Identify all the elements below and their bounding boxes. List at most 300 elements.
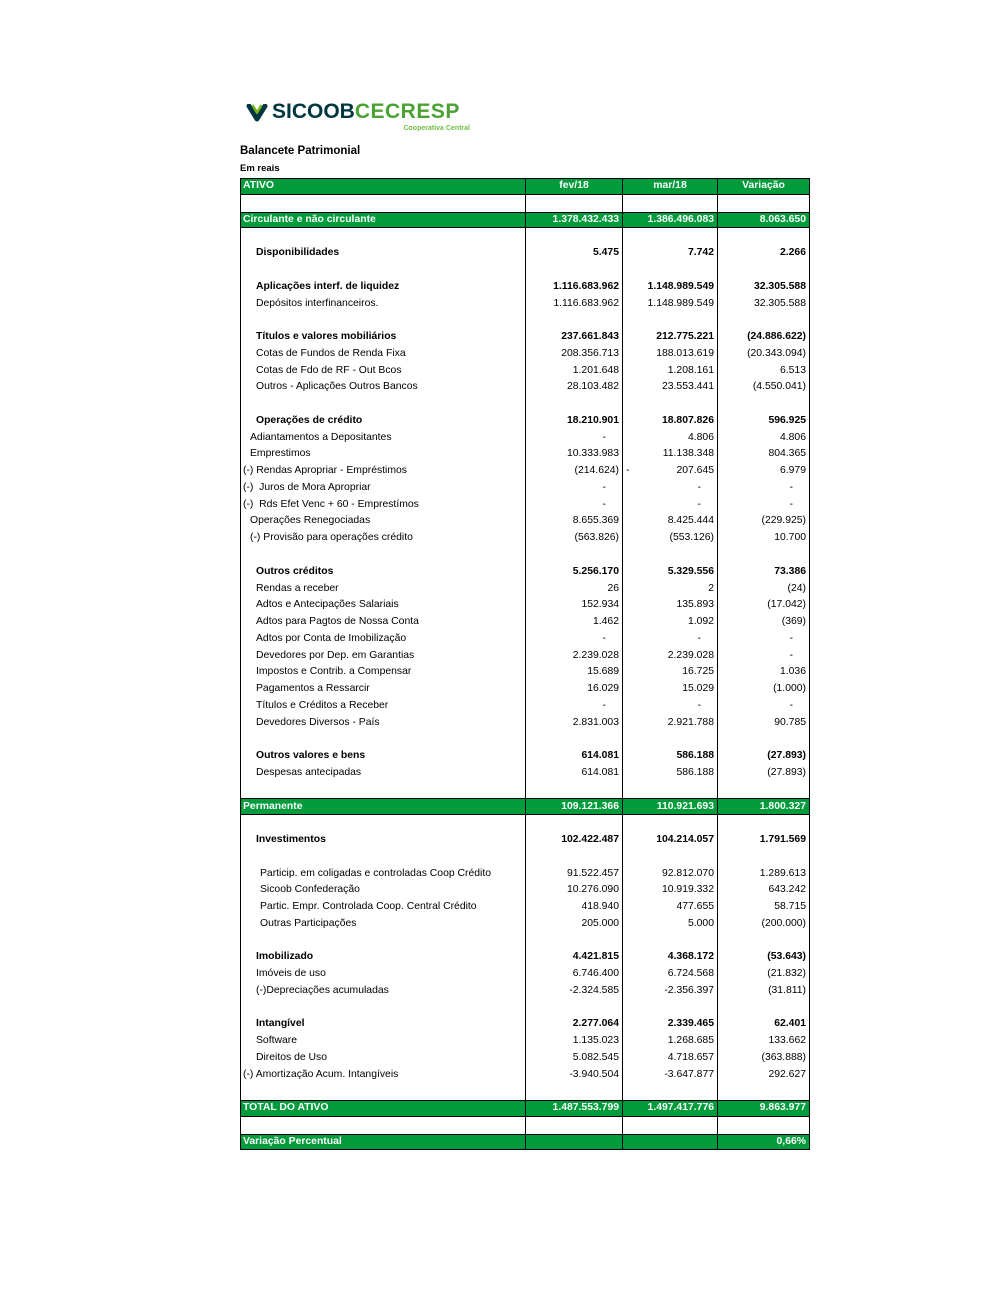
- cell-variacao: (200.000): [718, 916, 810, 933]
- row-label-cell: Depósitos interfinanceiros.: [240, 295, 526, 312]
- row-label-cell: [240, 1000, 526, 1017]
- table-row: [240, 279, 810, 296]
- cell-fev18: 5.256.170: [526, 564, 623, 581]
- cell-mar18: 104.214.057: [623, 832, 718, 849]
- table-row: [240, 1134, 810, 1151]
- cell-mar18: [623, 932, 718, 949]
- cell-mar18: -: [623, 497, 718, 514]
- cell-fev18: [526, 849, 623, 866]
- cell-variacao: [718, 228, 810, 245]
- cell-variacao: [718, 262, 810, 279]
- cell-fev18: 1.116.683.962: [526, 279, 623, 296]
- cell-variacao: -: [718, 647, 810, 664]
- table-row: [240, 446, 810, 463]
- row-label-cell: Títulos e Créditos a Receber: [240, 698, 526, 715]
- table-row: [240, 748, 810, 765]
- cell-mar18: -: [623, 480, 718, 497]
- table-row: [240, 983, 810, 1000]
- page-title: Balancete Patrimonial: [240, 145, 361, 157]
- cell-variacao: [718, 932, 810, 949]
- cell-fev18: [526, 731, 623, 748]
- cell-fev18: (563.826): [526, 530, 623, 547]
- cell-variacao: (27.893): [718, 748, 810, 765]
- cell-fev18: [526, 1134, 623, 1151]
- cell-mar18: [623, 849, 718, 866]
- cell-variacao: 90.785: [718, 715, 810, 732]
- cell-variacao: 133.662: [718, 1033, 810, 1050]
- cell-fev18: 2.239.028: [526, 647, 623, 664]
- row-label-cell: Intangível: [240, 1016, 526, 1033]
- row-label-cell: Variação Percentual: [240, 1134, 526, 1151]
- cell-fev18: 28.103.482: [526, 379, 623, 396]
- cell-mar18: 212.775.221: [623, 329, 718, 346]
- cell-variacao: (24): [718, 580, 810, 597]
- cell-fev18: [526, 396, 623, 413]
- cell-variacao: (21.832): [718, 966, 810, 983]
- row-label-cell: (-) Juros de Mora Apropriar: [240, 480, 526, 497]
- table-row: [240, 832, 810, 849]
- cell-fev18: [526, 312, 623, 329]
- cell-variacao: 10.700: [718, 530, 810, 547]
- cell-variacao: [718, 312, 810, 329]
- table-row: [240, 949, 810, 966]
- spacer-row: [240, 731, 810, 748]
- table-row: [240, 715, 810, 732]
- cell-mar18: [623, 782, 718, 799]
- cell-value: 207.645: [676, 465, 714, 477]
- row-label-cell: Devedores Diversos - País: [240, 715, 526, 732]
- cell-variacao: 9.863.977: [718, 1100, 810, 1117]
- row-label-cell: Software: [240, 1033, 526, 1050]
- row-label-cell: Aplicações interf. de liquidez: [240, 279, 526, 296]
- row-label-cell: Direitos de Uso: [240, 1050, 526, 1067]
- column-header-variacao: Variação: [718, 178, 810, 195]
- cell-mar18: [623, 1000, 718, 1017]
- table-row: [240, 329, 810, 346]
- cell-variacao: 58.715: [718, 899, 810, 916]
- table-row: [240, 1067, 810, 1084]
- table-row: [240, 916, 810, 933]
- row-label-cell: (-) Amortização Acum. Intangíveis: [240, 1067, 526, 1084]
- cell-mar18: -2.356.397: [623, 983, 718, 1000]
- cell-mar18: 1.268.685: [623, 1033, 718, 1050]
- cell-mar18: 4.718.657: [623, 1050, 718, 1067]
- row-label-cell: Emprestimos: [240, 446, 526, 463]
- cell-mar18: 23.553.441: [623, 379, 718, 396]
- cell-mar18: 8.425.444: [623, 513, 718, 530]
- cell-variacao: [718, 849, 810, 866]
- cell-variacao: [718, 547, 810, 564]
- cell-variacao: -: [718, 480, 810, 497]
- cell-mar18: [623, 1083, 718, 1100]
- table-row: [240, 631, 810, 648]
- table-row: [240, 664, 810, 681]
- table-row: [240, 882, 810, 899]
- column-header-fev18: fev/18: [526, 178, 623, 195]
- cell-fev18: 208.356.713: [526, 346, 623, 363]
- row-label-cell: Operações de crédito: [240, 413, 526, 430]
- cell-fev18: 4.421.815: [526, 949, 623, 966]
- cell-fev18: -: [526, 698, 623, 715]
- cell-fev18: -2.324.585: [526, 983, 623, 1000]
- cell-variacao: 8.063.650: [718, 212, 810, 229]
- cell-fev18: 5.475: [526, 245, 623, 262]
- cell-variacao: -: [718, 698, 810, 715]
- row-label-cell: Imóveis de uso: [240, 966, 526, 983]
- cell-variacao: 2.266: [718, 245, 810, 262]
- cell-mar18: 1.386.496.083: [623, 212, 718, 229]
- spacer-row: [240, 1000, 810, 1017]
- cell-fev18: 8.655.369: [526, 513, 623, 530]
- cell-variacao: [718, 815, 810, 832]
- table-header-row: [240, 178, 810, 195]
- cell-variacao: [718, 1117, 810, 1134]
- cell-fev18: [526, 195, 623, 212]
- row-label-cell: [240, 312, 526, 329]
- cell-variacao: [718, 731, 810, 748]
- cell-fev18: [526, 1117, 623, 1134]
- table-row: [240, 1033, 810, 1050]
- cell-fev18: 91.522.457: [526, 865, 623, 882]
- cell-variacao: (4.550.041): [718, 379, 810, 396]
- row-label-cell: Despesas antecipadas: [240, 765, 526, 782]
- row-label-cell: Cotas de Fdo de RF - Out Bcos: [240, 362, 526, 379]
- cell-mar18: 16.725: [623, 664, 718, 681]
- table-row: [240, 379, 810, 396]
- cell-mar18: 7.742: [623, 245, 718, 262]
- cell-fev18: -: [526, 631, 623, 648]
- row-label-cell: [240, 396, 526, 413]
- row-label-cell: (-)Depreciações acumuladas: [240, 983, 526, 1000]
- cell-fev18: [526, 262, 623, 279]
- column-header-mar18: mar/18: [623, 178, 718, 195]
- cell-variacao: 6.513: [718, 362, 810, 379]
- cell-mar18: [623, 1134, 718, 1151]
- table-row: [240, 480, 810, 497]
- cell-mar18: 1.148.989.549: [623, 295, 718, 312]
- row-label-cell: Particip. em coligadas e controladas Coop Crédito: [240, 865, 526, 882]
- table-row: [240, 899, 810, 916]
- cell-variacao: 62.401: [718, 1016, 810, 1033]
- row-label-cell: Partic. Empr. Controlada Coop. Central Crédito: [240, 899, 526, 916]
- cell-fev18: 1.378.432.433: [526, 212, 623, 229]
- cell-variacao: 804.365: [718, 446, 810, 463]
- table-row: [240, 1100, 810, 1117]
- negative-dash: -: [626, 465, 630, 477]
- cell-variacao: (229.925): [718, 513, 810, 530]
- cell-mar18: 18.807.826: [623, 413, 718, 430]
- spacer-row: [240, 262, 810, 279]
- spacer-row: [240, 1117, 810, 1134]
- cell-mar18: 15.029: [623, 681, 718, 698]
- row-label-cell: [240, 815, 526, 832]
- cell-variacao: (369): [718, 614, 810, 631]
- cell-mar18: 477.655: [623, 899, 718, 916]
- row-label-cell: [240, 262, 526, 279]
- cell-variacao: [718, 195, 810, 212]
- row-label-cell: Adiantamentos a Depositantes: [240, 429, 526, 446]
- spacer-row: [240, 195, 810, 212]
- cell-mar18: 2: [623, 580, 718, 597]
- table-row: [240, 1016, 810, 1033]
- cell-fev18: [526, 1000, 623, 1017]
- cell-variacao: -: [718, 631, 810, 648]
- row-label-cell: Outros créditos: [240, 564, 526, 581]
- spacer-row: [240, 782, 810, 799]
- cell-variacao: 32.305.588: [718, 279, 810, 296]
- cell-variacao: 0,66%: [718, 1134, 810, 1151]
- cell-variacao: (1.000): [718, 681, 810, 698]
- cell-mar18: [623, 731, 718, 748]
- table-row: [240, 966, 810, 983]
- cell-variacao: 4.806: [718, 429, 810, 446]
- row-label-cell: Devedores por Dep. em Garantias: [240, 647, 526, 664]
- cell-mar18: 135.893: [623, 597, 718, 614]
- row-label-cell: Disponibilidades: [240, 245, 526, 262]
- cell-mar18: [623, 312, 718, 329]
- row-label-cell: Outros - Aplicações Outros Bancos: [240, 379, 526, 396]
- cell-fev18: 2.277.064: [526, 1016, 623, 1033]
- sicoob-chevron-icon: [246, 104, 268, 122]
- cell-mar18: [623, 463, 718, 480]
- table-row: [240, 463, 810, 480]
- cell-fev18: 237.661.843: [526, 329, 623, 346]
- cell-mar18: 1.497.417.776: [623, 1100, 718, 1117]
- row-label-cell: Circulante e não circulante: [240, 212, 526, 229]
- table-row: [240, 597, 810, 614]
- cell-variacao: (53.643): [718, 949, 810, 966]
- cell-fev18: 614.081: [526, 748, 623, 765]
- cell-mar18: 2.339.465: [623, 1016, 718, 1033]
- cell-variacao: -: [718, 497, 810, 514]
- cell-variacao: 292.627: [718, 1067, 810, 1084]
- cell-variacao: (20.343.094): [718, 346, 810, 363]
- logo-row: [246, 100, 472, 124]
- row-label-cell: Cotas de Fundos de Renda Fixa: [240, 346, 526, 363]
- cell-fev18: (214.624): [526, 463, 623, 480]
- row-label-cell: (-) Rds Efet Venc + 60 - Emprestímos: [240, 497, 526, 514]
- cell-variacao: (31.811): [718, 983, 810, 1000]
- cell-fev18: [526, 228, 623, 245]
- cell-fev18: 1.462: [526, 614, 623, 631]
- table-row: [240, 647, 810, 664]
- cell-mar18: 110.921.693: [623, 798, 718, 815]
- cell-mar18: 5.329.556: [623, 564, 718, 581]
- row-label-cell: [240, 849, 526, 866]
- table-row: [240, 765, 810, 782]
- row-label-cell: [240, 1117, 526, 1134]
- cell-variacao: 1.791.569: [718, 832, 810, 849]
- row-label-cell: Outras Participações: [240, 916, 526, 933]
- cell-variacao: (363.888): [718, 1050, 810, 1067]
- cell-mar18: [623, 547, 718, 564]
- table-row: [240, 513, 810, 530]
- row-label-cell: Impostos e Contrib. a Compensar: [240, 664, 526, 681]
- cell-mar18: 5.000: [623, 916, 718, 933]
- cell-fev18: [526, 547, 623, 564]
- cell-mar18: 6.724.568: [623, 966, 718, 983]
- table-row: [240, 245, 810, 262]
- row-label-cell: [240, 782, 526, 799]
- cell-mar18: 4.806: [623, 429, 718, 446]
- row-label-cell: Rendas a receber: [240, 580, 526, 597]
- row-label-cell: [240, 932, 526, 949]
- row-label-cell: Títulos e valores mobiliários: [240, 329, 526, 346]
- table-row: [240, 362, 810, 379]
- table-row: [240, 429, 810, 446]
- row-label-cell: Permanente: [240, 798, 526, 815]
- cell-variacao: [718, 782, 810, 799]
- cell-mar18: 2.921.788: [623, 715, 718, 732]
- row-label-cell: Adtos para Pagtos de Nossa Conta: [240, 614, 526, 631]
- cell-fev18: 5.082.545: [526, 1050, 623, 1067]
- cell-mar18: 1.092: [623, 614, 718, 631]
- cell-variacao: [718, 1083, 810, 1100]
- table-row: [240, 865, 810, 882]
- cell-variacao: 1.036: [718, 664, 810, 681]
- table-row: [240, 212, 810, 229]
- cell-mar18: -: [623, 698, 718, 715]
- cell-variacao: 1.800.327: [718, 798, 810, 815]
- table-row: [240, 346, 810, 363]
- table-row: [240, 295, 810, 312]
- row-label-cell: Adtos por Conta de Imobilização: [240, 631, 526, 648]
- brand-wordmark-sicoob: SICOOB: [272, 100, 355, 123]
- cell-fev18: 6.746.400: [526, 966, 623, 983]
- spacer-row: [240, 849, 810, 866]
- cell-fev18: [526, 782, 623, 799]
- cell-fev18: [526, 932, 623, 949]
- cell-fev18: 15.689: [526, 664, 623, 681]
- cell-variacao: 596.925: [718, 413, 810, 430]
- cell-variacao: [718, 1000, 810, 1017]
- table-row: [240, 798, 810, 815]
- row-label-cell: Operações Renegociadas: [240, 513, 526, 530]
- table-row: [240, 614, 810, 631]
- column-header-ativo: ATIVO: [240, 178, 526, 195]
- spacer-row: [240, 932, 810, 949]
- cell-fev18: 614.081: [526, 765, 623, 782]
- table-row: [240, 1050, 810, 1067]
- cell-fev18: 16.029: [526, 681, 623, 698]
- cell-fev18: -: [526, 429, 623, 446]
- table-row: [240, 580, 810, 597]
- sicoob-logo: [246, 100, 472, 136]
- cell-mar18: 586.188: [623, 748, 718, 765]
- row-label-cell: [240, 731, 526, 748]
- cell-mar18: [623, 262, 718, 279]
- cell-variacao: (27.893): [718, 765, 810, 782]
- cell-fev18: 152.934: [526, 597, 623, 614]
- cell-fev18: 1.135.023: [526, 1033, 623, 1050]
- cell-mar18: 2.239.028: [623, 647, 718, 664]
- cell-variacao: (17.042): [718, 597, 810, 614]
- row-label-cell: (-) Provisão para operações crédito: [240, 530, 526, 547]
- spacer-row: [240, 228, 810, 245]
- cell-mar18: (553.126): [623, 530, 718, 547]
- row-label-cell: TOTAL DO ATIVO: [240, 1100, 526, 1117]
- cell-fev18: -3.940.504: [526, 1067, 623, 1084]
- cell-mar18: [623, 228, 718, 245]
- brand-wordmark-cecresp: CECRESP: [354, 100, 460, 123]
- cell-fev18: -: [526, 480, 623, 497]
- spacer-row: [240, 312, 810, 329]
- cell-variacao: 6.979: [718, 463, 810, 480]
- brand-tagline: Cooperativa Central: [403, 125, 470, 132]
- cell-mar18: [623, 1117, 718, 1134]
- cell-mar18: -3.647.877: [623, 1067, 718, 1084]
- cell-mar18: 1.148.989.549: [623, 279, 718, 296]
- cell-mar18: 188.013.619: [623, 346, 718, 363]
- cell-mar18: [623, 396, 718, 413]
- cell-mar18: 11.138.348: [623, 446, 718, 463]
- cell-fev18: [526, 1083, 623, 1100]
- table-row: [240, 681, 810, 698]
- currency-note: Em reais: [240, 163, 280, 174]
- cell-fev18: 1.201.648: [526, 362, 623, 379]
- cell-mar18: 586.188: [623, 765, 718, 782]
- table-row: [240, 530, 810, 547]
- cell-fev18: 102.422.487: [526, 832, 623, 849]
- spacer-row: [240, 547, 810, 564]
- cell-mar18: 1.208.161: [623, 362, 718, 379]
- cell-fev18: 26: [526, 580, 623, 597]
- cell-mar18: 92.812.070: [623, 865, 718, 882]
- table-row: [240, 698, 810, 715]
- row-label-cell: Pagamentos a Ressarcir: [240, 681, 526, 698]
- row-label-cell: Sicoob Confederação: [240, 882, 526, 899]
- table-row: [240, 497, 810, 514]
- row-label-cell: [240, 195, 526, 212]
- balance-sheet-table: [240, 178, 810, 1150]
- spacer-row: [240, 815, 810, 832]
- row-label-cell: [240, 228, 526, 245]
- cell-mar18: -: [623, 631, 718, 648]
- cell-mar18: [623, 815, 718, 832]
- table-row: [240, 413, 810, 430]
- cell-variacao: 73.386: [718, 564, 810, 581]
- row-label-cell: Investimentos: [240, 832, 526, 849]
- cell-variacao: 643.242: [718, 882, 810, 899]
- cell-fev18: 109.121.366: [526, 798, 623, 815]
- cell-mar18: 10.919.332: [623, 882, 718, 899]
- spacer-row: [240, 396, 810, 413]
- spacer-row: [240, 1083, 810, 1100]
- cell-variacao: (24.886.622): [718, 329, 810, 346]
- cell-fev18: 18.210.901: [526, 413, 623, 430]
- cell-fev18: 10.276.090: [526, 882, 623, 899]
- cell-fev18: 205.000: [526, 916, 623, 933]
- row-label-cell: [240, 1083, 526, 1100]
- row-label-cell: Outros valores e bens: [240, 748, 526, 765]
- cell-variacao: 1.289.613: [718, 865, 810, 882]
- cell-fev18: [526, 815, 623, 832]
- table-row: [240, 564, 810, 581]
- cell-mar18: 4.368.172: [623, 949, 718, 966]
- cell-fev18: -: [526, 497, 623, 514]
- row-label-cell: Imobilizado: [240, 949, 526, 966]
- cell-variacao: 32.305.588: [718, 295, 810, 312]
- cell-fev18: 1.116.683.962: [526, 295, 623, 312]
- cell-fev18: 10.333.983: [526, 446, 623, 463]
- cell-variacao: [718, 396, 810, 413]
- cell-fev18: 1.487.553.799: [526, 1100, 623, 1117]
- row-label-cell: Adtos e Antecipações Salariais: [240, 597, 526, 614]
- cell-mar18: [623, 195, 718, 212]
- row-label-cell: [240, 547, 526, 564]
- row-label-cell: (-) Rendas Apropriar - Empréstimos: [240, 463, 526, 480]
- cell-fev18: 418.940: [526, 899, 623, 916]
